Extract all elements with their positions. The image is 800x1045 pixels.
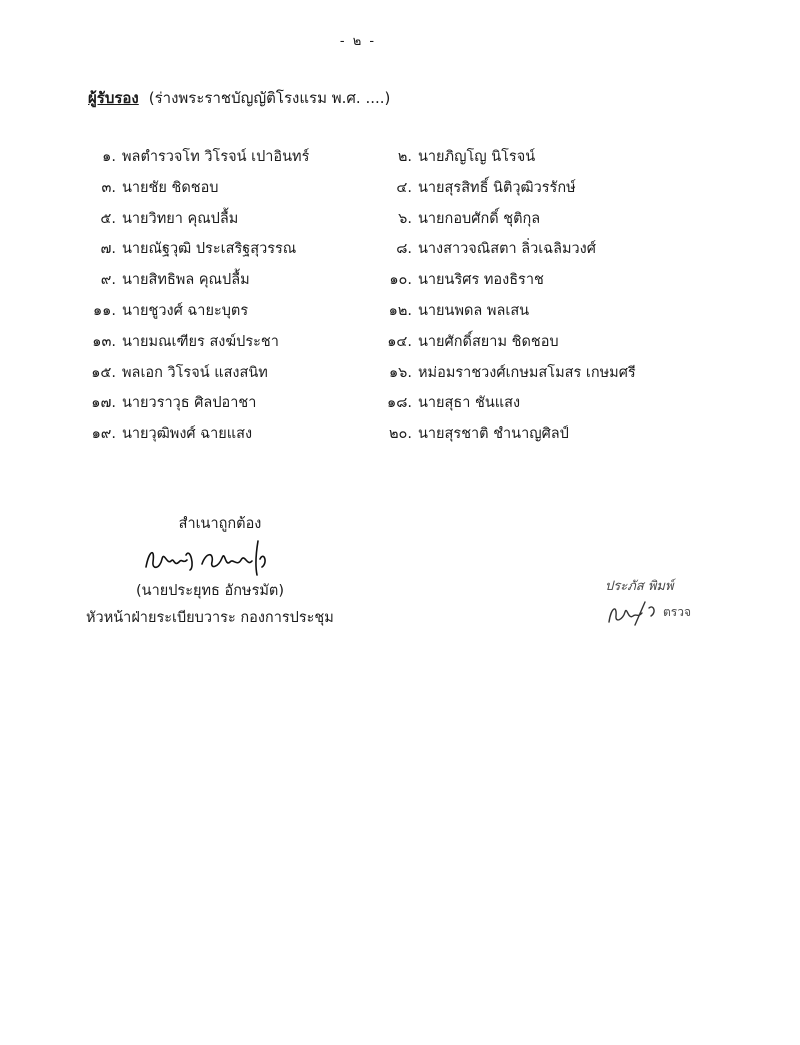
item-name: พลเอก วิโรจน์ แสงสนิท <box>122 364 268 381</box>
item-name: นายนริศร ทองธิราช <box>418 272 544 289</box>
item-number: ๑. <box>102 149 116 165</box>
item-name: พลตำรวจโท วิโรจน์ เปาอินทร์ <box>122 149 310 165</box>
item-name: นายสุรสิทธิ์ นิติวุฒิวรรักษ์ <box>418 179 576 196</box>
list-item <box>376 300 706 331</box>
certification-block <box>86 512 334 629</box>
list-item <box>86 238 386 269</box>
certify-text: สำเนาถูกต้อง <box>178 516 262 532</box>
item-name: นายชัย ชิดชอบ <box>122 179 219 196</box>
list-item <box>376 269 706 300</box>
list-item <box>376 146 706 177</box>
item-name: นายนพดล พลเสน <box>418 302 530 319</box>
item-number: ๑๐. <box>389 272 412 289</box>
item-name: นายสิทธิพล คุณปลื้ม <box>122 272 250 289</box>
list-item <box>86 423 386 454</box>
list-item <box>86 300 386 331</box>
item-name: นายศักดิ์สยาม ชิดชอบ <box>418 333 559 350</box>
checker-name: ประภัส พิมพ์ <box>605 579 674 594</box>
item-number: ๘. <box>396 241 412 258</box>
handwritten-signature <box>140 537 280 577</box>
signatory-list-left <box>86 146 386 454</box>
list-item <box>376 423 706 454</box>
item-name: นายภิญโญ นิโรจน์ <box>418 149 536 165</box>
signer-title: หัวหน้าฝ่ายระเบียบวาระ กองการประชุม <box>86 610 334 626</box>
item-name: นายณัฐวุฒิ ประเสริฐสุวรรณ <box>122 241 297 258</box>
signer-name: (นายประยุทธ อักษรมัต) <box>136 583 284 599</box>
item-number: ๑๒. <box>388 302 412 319</box>
item-number: ๖. <box>398 210 412 227</box>
item-name: นายวิทยา คุณปลื้ม <box>122 210 239 227</box>
item-name: นายวราวุธ ศิลปอาชา <box>122 395 257 412</box>
item-number: ๑๘. <box>387 395 412 412</box>
item-number: ๑๔. <box>387 333 412 350</box>
list-item <box>86 331 386 362</box>
item-number: ๑๖. <box>388 364 412 381</box>
list-item <box>376 362 706 393</box>
item-number: ๑๗. <box>91 395 116 412</box>
list-item <box>376 208 706 239</box>
item-number: ๔. <box>396 179 412 196</box>
checker-suffix: ตรวจ <box>663 605 692 619</box>
checker-note <box>605 575 715 626</box>
item-number: ๕. <box>100 210 116 227</box>
item-number: ๓. <box>101 179 116 196</box>
list-item <box>376 238 706 269</box>
item-name: นางสาวจณิสตา ลิ่วเฉลิมวงศ์ <box>418 241 596 258</box>
list-item <box>376 331 706 362</box>
item-name: นายกอบศักดิ์ ชุติกุล <box>418 210 541 227</box>
item-number: ๗. <box>100 241 116 258</box>
list-item <box>376 177 706 208</box>
list-item <box>86 362 386 393</box>
heading-subtitle: (ร่างพระราชบัญญัติโรงแรม พ.ศ. ....) <box>148 89 391 107</box>
list-item <box>86 269 386 300</box>
item-number: ๑๑. <box>92 302 116 319</box>
checker-initials <box>605 598 661 626</box>
item-name: หม่อมราชวงศ์เกษมสโมสร เกษมศรี <box>418 364 636 381</box>
list-item <box>86 208 386 239</box>
item-number: ๑๙. <box>91 426 116 443</box>
item-number: ๑๓. <box>92 333 116 350</box>
item-name: นายสุรชาติ ชำนาญศิลป์ <box>418 426 569 443</box>
page-number: - ๒ - <box>339 34 377 49</box>
list-item <box>86 177 386 208</box>
signatory-list-right <box>376 146 706 454</box>
list-item <box>86 146 386 177</box>
item-name: นายสุธา ชันแสง <box>418 395 521 412</box>
item-name: นายมณเฑียร สงฆ์ประชา <box>122 333 279 350</box>
list-item <box>86 392 386 423</box>
heading <box>88 86 390 110</box>
item-number: ๒๐. <box>388 426 412 443</box>
item-number: ๙. <box>100 272 116 289</box>
item-number: ๑๕. <box>91 364 116 381</box>
heading-title: ผู้รับรอง <box>88 89 139 107</box>
item-name: นายวุฒิพงศ์ ฉายแสง <box>122 426 253 443</box>
item-number: ๒. <box>397 149 412 165</box>
item-name: นายชูวงศ์ ฉายะบุตร <box>122 302 249 319</box>
list-item <box>376 392 706 423</box>
